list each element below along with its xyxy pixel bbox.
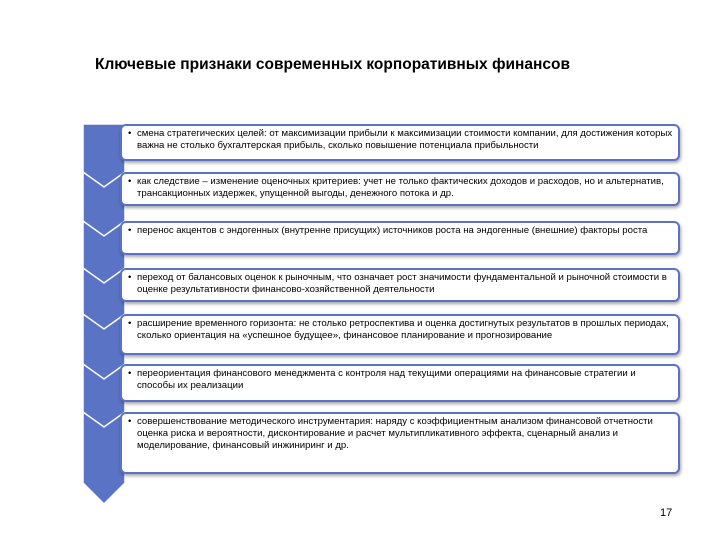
box-3 xyxy=(120,221,680,255)
box-6-text: переориентация финансового менеджмента с контроля над текущими операциями на финансовые стратегии и способы их реализации xyxy=(137,368,636,391)
box-7 xyxy=(120,412,680,474)
bullet-7: • xyxy=(128,416,132,427)
box-2 xyxy=(120,172,680,206)
bullet-2: • xyxy=(128,176,132,187)
box-5-text: расширение временного горизонта: не столько ретроспектива и оценка достигнутых результатов в прошлых периодах, сколько ориентация на «успешное будущее», финансовое планирование и прогнозирование xyxy=(137,318,669,341)
bullet-5: • xyxy=(128,318,132,329)
bullet-6: • xyxy=(128,368,132,379)
box-5 xyxy=(120,314,680,355)
box-4 xyxy=(120,268,680,302)
box-1 xyxy=(120,124,680,161)
bullet-1: • xyxy=(128,128,132,139)
box-1-text: смена стратегических целей: от максимизации прибыли к максимизации стоимости компании, для достижения которых важна не столько бухгалтерская прибыль, сколько повышение потенциала прибыльности xyxy=(137,128,673,151)
box-4-text: переход от балансовых оценок к рыночным, что означает рост значимости фундаментальной и рыночной стоимости в оценке результативности финансово-хозяйственной деятельности xyxy=(137,272,667,295)
box-3-text: перенос акцентов с эндогенных (внутренне присущих) источников роста на эндогенные (внешние) факторы роста xyxy=(137,225,648,236)
slide-title: Ключевые признаки современных корпоративных финансов xyxy=(95,56,571,73)
page-number: 17 xyxy=(660,507,673,519)
bullet-4: • xyxy=(128,272,132,283)
box-6 xyxy=(120,364,680,402)
bullet-3: • xyxy=(128,225,132,236)
box-2-text: как следствие – изменение оценочных критериев: учет не только фактических доходов и расходов, но и альтернатив, трансакционных издержек, упущенной выгоды, денежного потока и др. xyxy=(137,176,664,199)
box-7-text: совершенствование методического инструментария: наряду с коэффициентным анализом финансовой отчетности оценка риска и вероятности, дисконтирование и расчет мультипликативного эффекта, сценарный анализ и моделирование, финансовый инжиниринг и др. xyxy=(137,416,653,451)
